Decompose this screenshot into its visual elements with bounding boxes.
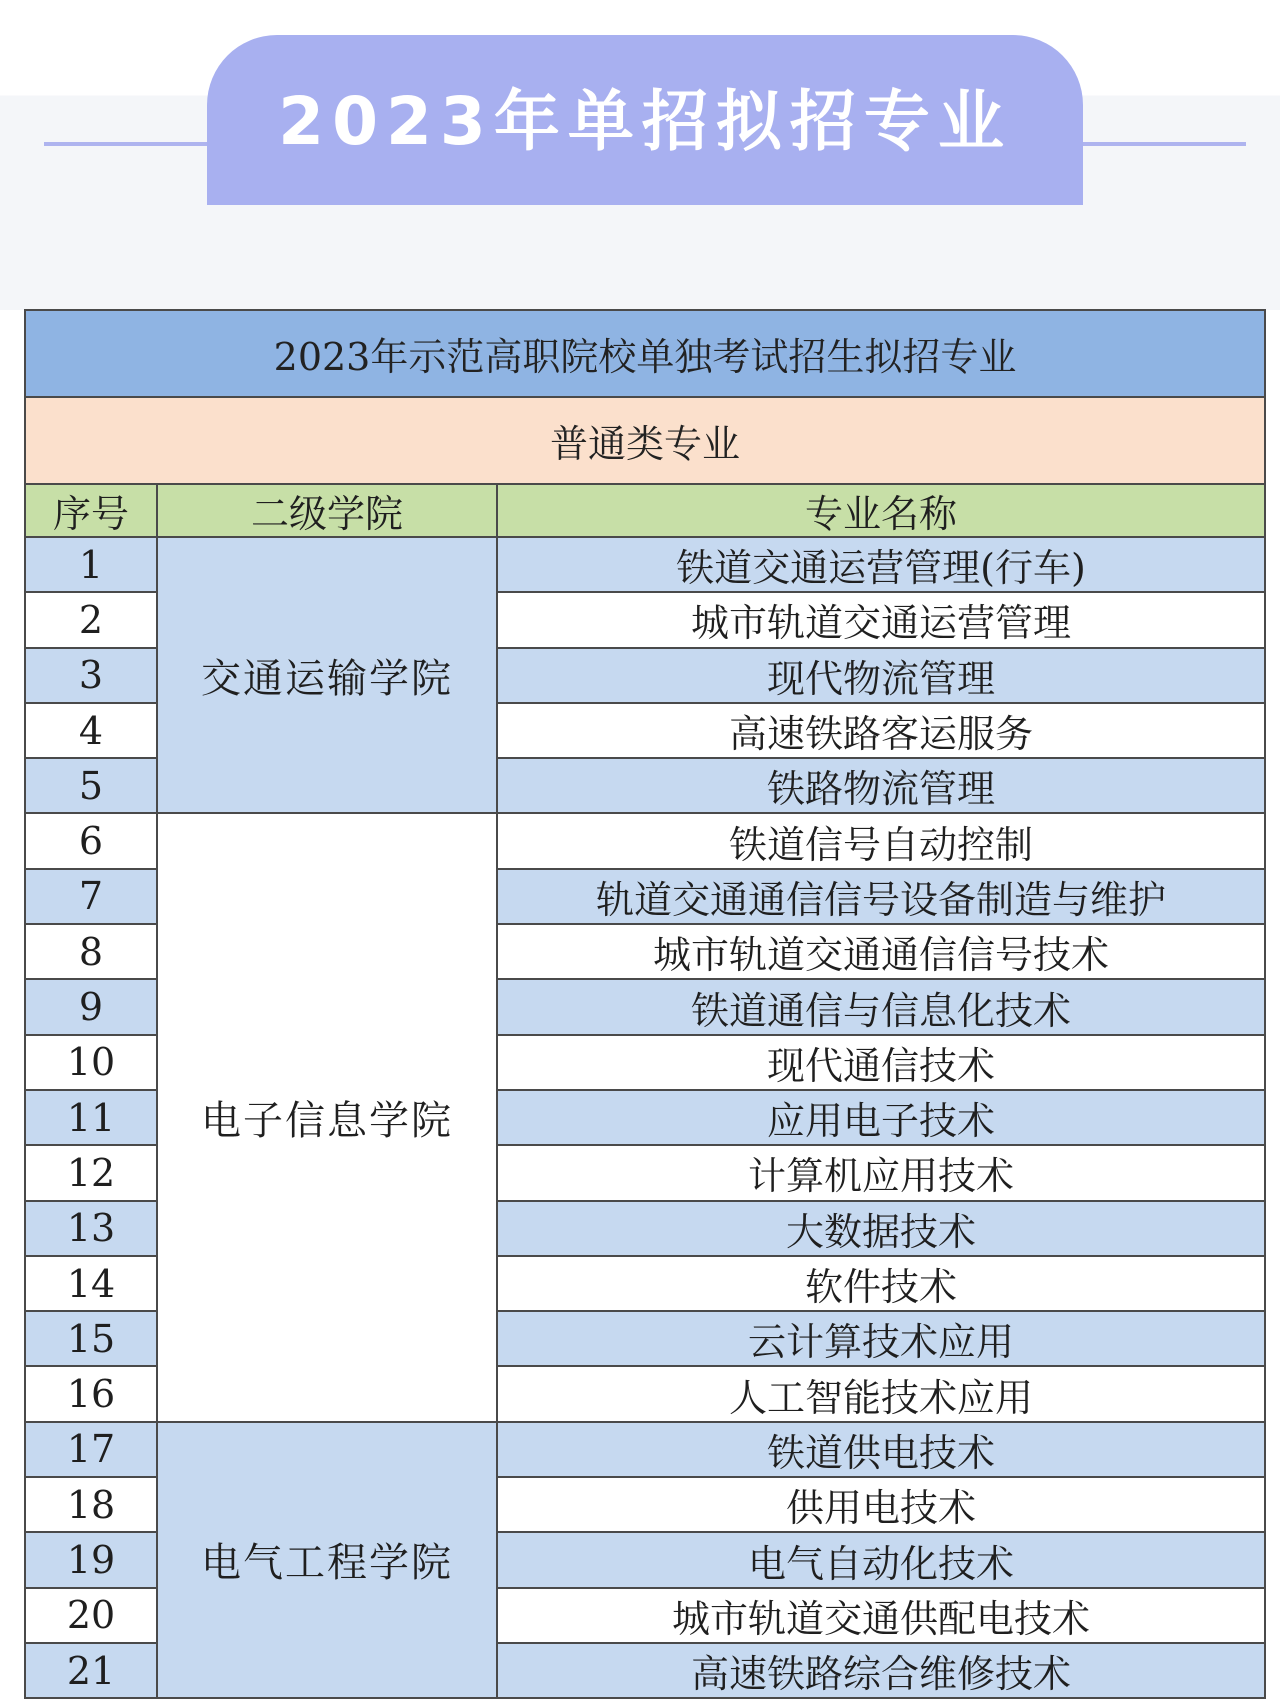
banner-divider-left <box>44 142 214 146</box>
row-number: 19 <box>26 1533 158 1588</box>
major-name: 现代通信技术 <box>498 1036 1266 1091</box>
row-number: 8 <box>26 925 158 980</box>
major-name: 人工智能技术应用 <box>498 1367 1266 1422</box>
row-number: 6 <box>26 814 158 869</box>
major-name: 城市轨道交通供配电技术 <box>498 1589 1266 1644</box>
major-name: 电气自动化技术 <box>498 1533 1266 1588</box>
major-name: 大数据技术 <box>498 1202 1266 1257</box>
major-name: 铁道信号自动控制 <box>498 814 1266 869</box>
row-number: 5 <box>26 759 158 814</box>
row-number: 21 <box>26 1644 158 1699</box>
major-name: 高速铁路综合维修技术 <box>498 1644 1266 1699</box>
table-grid <box>24 483 1266 1699</box>
row-number: 12 <box>26 1146 158 1201</box>
major-name: 城市轨道交通通信信号技术 <box>498 925 1266 980</box>
major-name: 云计算技术应用 <box>498 1312 1266 1367</box>
row-number: 1 <box>26 538 158 593</box>
major-name: 铁路物流管理 <box>498 759 1266 814</box>
table-category: 普通类专业 <box>24 396 1266 483</box>
major-name: 铁道交通运营管理(行车) <box>498 538 1266 593</box>
row-number: 4 <box>26 704 158 759</box>
major-name: 高速铁路客运服务 <box>498 704 1266 759</box>
row-number: 9 <box>26 980 158 1035</box>
row-number: 11 <box>26 1091 158 1146</box>
row-number: 20 <box>26 1589 158 1644</box>
banner-divider-right <box>1076 142 1246 146</box>
row-number: 13 <box>26 1202 158 1257</box>
major-name: 软件技术 <box>498 1257 1266 1312</box>
row-number: 14 <box>26 1257 158 1312</box>
row-number: 17 <box>26 1423 158 1478</box>
header-college: 二级学院 <box>158 485 498 538</box>
major-name: 供用电技术 <box>498 1478 1266 1533</box>
header-major: 专业名称 <box>498 485 1266 538</box>
spacer <box>0 250 1280 310</box>
banner <box>207 35 1083 205</box>
row-number: 10 <box>26 1036 158 1091</box>
college-cell: 电子信息学院 <box>158 814 498 1422</box>
row-number: 7 <box>26 870 158 925</box>
row-number: 2 <box>26 593 158 648</box>
major-name: 应用电子技术 <box>498 1091 1266 1146</box>
major-name: 城市轨道交通运营管理 <box>498 593 1266 648</box>
table-title: 2023年示范高职院校单独考试招生拟招专业 <box>24 309 1266 396</box>
row-number: 16 <box>26 1367 158 1422</box>
major-name: 铁道通信与信息化技术 <box>498 980 1266 1035</box>
major-name: 轨道交通通信信号设备制造与维护 <box>498 870 1266 925</box>
row-number: 3 <box>26 649 158 704</box>
majors-table <box>24 309 1266 1699</box>
row-number: 15 <box>26 1312 158 1367</box>
row-number: 18 <box>26 1478 158 1533</box>
banner-title: 2023年单招拟招专业 <box>278 82 1012 160</box>
major-name: 现代物流管理 <box>498 649 1266 704</box>
header-no: 序号 <box>26 485 158 538</box>
college-cell: 交通运输学院 <box>158 538 498 814</box>
college-cell: 电气工程学院 <box>158 1423 498 1699</box>
major-name: 计算机应用技术 <box>498 1146 1266 1201</box>
major-name: 铁道供电技术 <box>498 1423 1266 1478</box>
